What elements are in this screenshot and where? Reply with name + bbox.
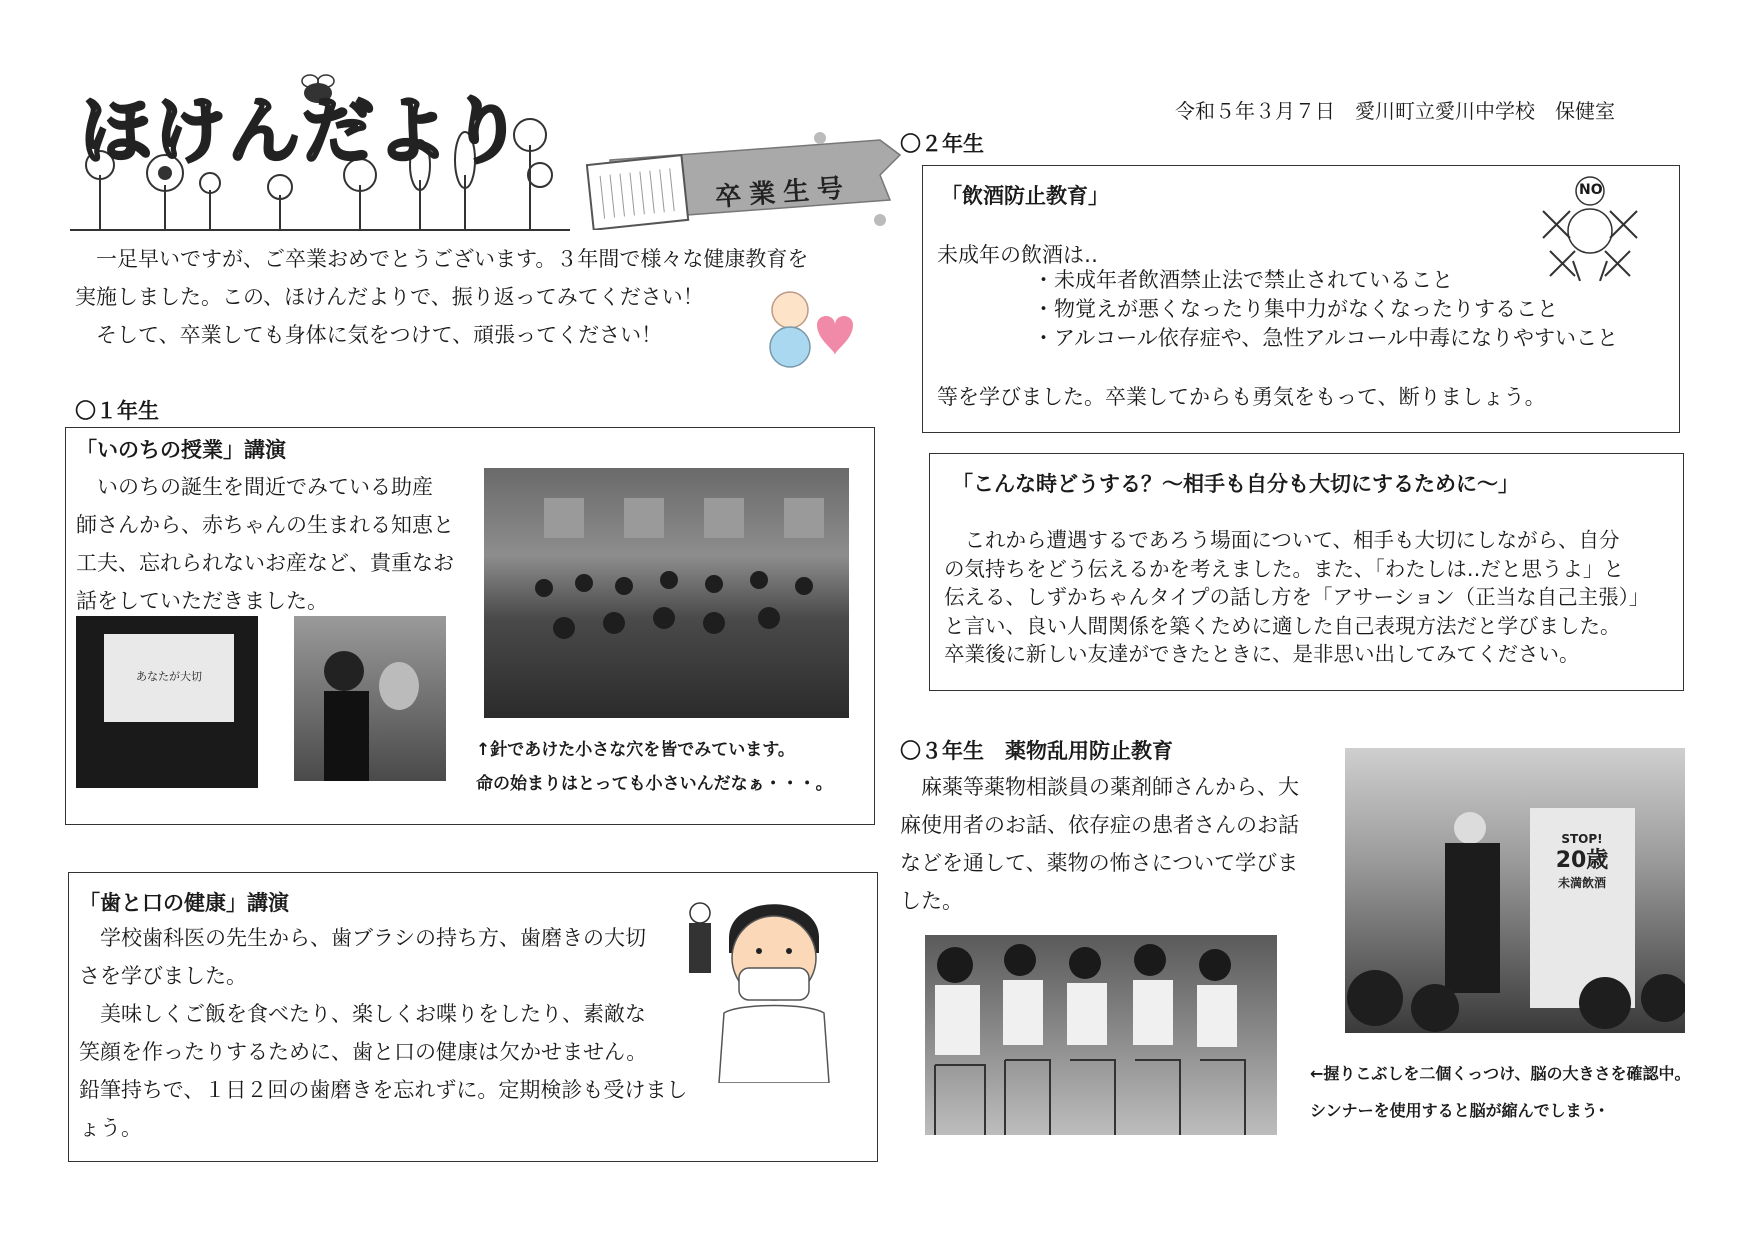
grade3-line: などを通して、薬物の怖さについて学びま (900, 851, 1299, 875)
drinking-bullets (1033, 266, 1618, 353)
caption-line: ↑針であけた小さな穴を皆でみています。 (476, 740, 795, 760)
poster-line: STOP! (1561, 832, 1603, 846)
bullet-item: ・アルコール依存症や、急性アルコール中毒になりやすいこと (1033, 326, 1619, 350)
teeth-title: 「歯と口の健康」講演 (79, 891, 289, 915)
bullet-item: ・物覚えが悪くなったり集中力がなくなったりすること (1033, 297, 1558, 321)
inochi-line: 工夫、忘れられないお産など、貴重なお (76, 551, 454, 575)
inochi-line: 師さんから、赤ちゃんの生まれる知恵と (76, 513, 454, 537)
grade3-line: 麻使用者のお話、依存症の患者さんのお話 (900, 813, 1299, 837)
poster-text (1537, 828, 1627, 894)
grade3-line: 麻薬等薬物相談員の薬剤師さんから、大 (900, 775, 1299, 799)
dentist-illustration (679, 883, 859, 1087)
assertion-line: 伝える、しずかちゃんタイプの話し方を「アサーション（正当な自己主張）」 (944, 585, 1650, 609)
newsletter-title: ほけんだより (80, 88, 525, 173)
teeth-line: 笑顔を作ったりするために、歯と口の健康は欠かせません。 (79, 1040, 648, 1064)
intro-line: 一足早いですが、ご卒業おめでとうございます。３年間で様々な健康教育を (75, 247, 809, 271)
no-badge: NO (1579, 182, 1603, 198)
assertion-line: と言い、良い人間関係を築くために適した自己表現方法だと学びました。 (944, 613, 1621, 638)
caption-line: シンナーを使用すると脳が縮んでしまう･ (1310, 1101, 1606, 1120)
grade3-text (900, 768, 1340, 920)
grade3-caption (1310, 1055, 1750, 1129)
baby-heart-illustration (755, 285, 855, 379)
assertion-line: これから遭遇するであろう場面について、相手も大切にしながら、自分 (944, 528, 1620, 552)
date-line: 令和５年３月７日 愛川町立愛川中学校 保健室 (1175, 99, 1615, 123)
grade2-label: 〇２年生 (900, 132, 984, 156)
ribbon-banner (580, 120, 910, 230)
drinking-lead: 未成年の飲酒は‥ (937, 243, 1099, 267)
caption-line: ←握りこぶしを二個くっつけ、脳の大きさを確認中。 (1310, 1064, 1691, 1083)
grade1-label: 〇１年生 (75, 399, 159, 423)
assertion-text (944, 526, 1684, 669)
drinking-closing: 等を学びました。卒業してからも勇気をもって、断りましょう。 (937, 385, 1546, 409)
inochi-title: 「いのちの授業」講演 (76, 438, 286, 462)
teeth-line: ょう。 (79, 1116, 142, 1140)
teeth-line: 美味しくご飯を食べたり、楽しくお喋りをしたり、素敵な (79, 1002, 646, 1026)
slide-text: あなたが大切 (136, 670, 202, 683)
inochi-box (65, 427, 875, 825)
grade3-line: した。 (900, 889, 963, 913)
poster-line: 20歳 (1555, 848, 1609, 873)
grade3-label: 〇３年生 薬物乱用防止教育 (900, 739, 1173, 763)
intro-line: そして、卒業しても身体に気をつけて、頑張ってください！ (75, 323, 663, 347)
photo-students-chairs (925, 935, 1277, 1135)
teeth-line: 鉛筆持ちで、１日２回の歯磨きを忘れずに。定期検診も受けまし (79, 1078, 688, 1102)
teeth-line: 学校歯科医の先生から、歯ブラシの持ち方、歯磨きの大切 (79, 926, 646, 950)
teeth-line: さを学びました。 (79, 964, 247, 988)
ribbon-label: 卒業生号 (714, 173, 853, 213)
tooth-icon (689, 903, 711, 973)
drinking-box (922, 165, 1680, 433)
photo-lecture-slide (76, 616, 258, 788)
inochi-line: 話をしていただきました。 (76, 589, 328, 613)
inochi-caption (476, 733, 876, 801)
assertion-line: 卒業後に新しい友達ができたときに、是非思い出してみてください。 (944, 642, 1580, 666)
teeth-box (68, 872, 878, 1162)
bullet-item: ・未成年者飲酒禁止法で禁止されていること (1033, 268, 1453, 292)
poster-line: 未満飲酒 (1557, 876, 1606, 890)
teeth-text (79, 919, 729, 1147)
refusal-illustration (1535, 176, 1645, 285)
photo-pharmacist (1345, 748, 1685, 1033)
assertion-title: 「こんな時どうする？～相手も自分も大切にするために～」 (952, 472, 1519, 496)
assertion-line: の気持ちをどう伝えるかを考えました。また、「わたしは‥だと思うよ」と (944, 556, 1624, 581)
assertion-box (929, 453, 1684, 691)
caption-line: 命の始まりはとっても小さいんだなぁ・・・。 (476, 774, 833, 794)
masthead (70, 65, 570, 235)
inochi-text (76, 468, 476, 620)
drinking-title: 「飲酒防止教育」 (941, 184, 1109, 208)
photo-gym-students (484, 468, 849, 718)
inochi-line: いのちの誕生を間近でみている助産 (76, 475, 433, 499)
intro-line: 実施しました。この、ほけんだよりで、振り返ってみてください！ (75, 285, 704, 309)
photo-midwife (294, 616, 446, 781)
